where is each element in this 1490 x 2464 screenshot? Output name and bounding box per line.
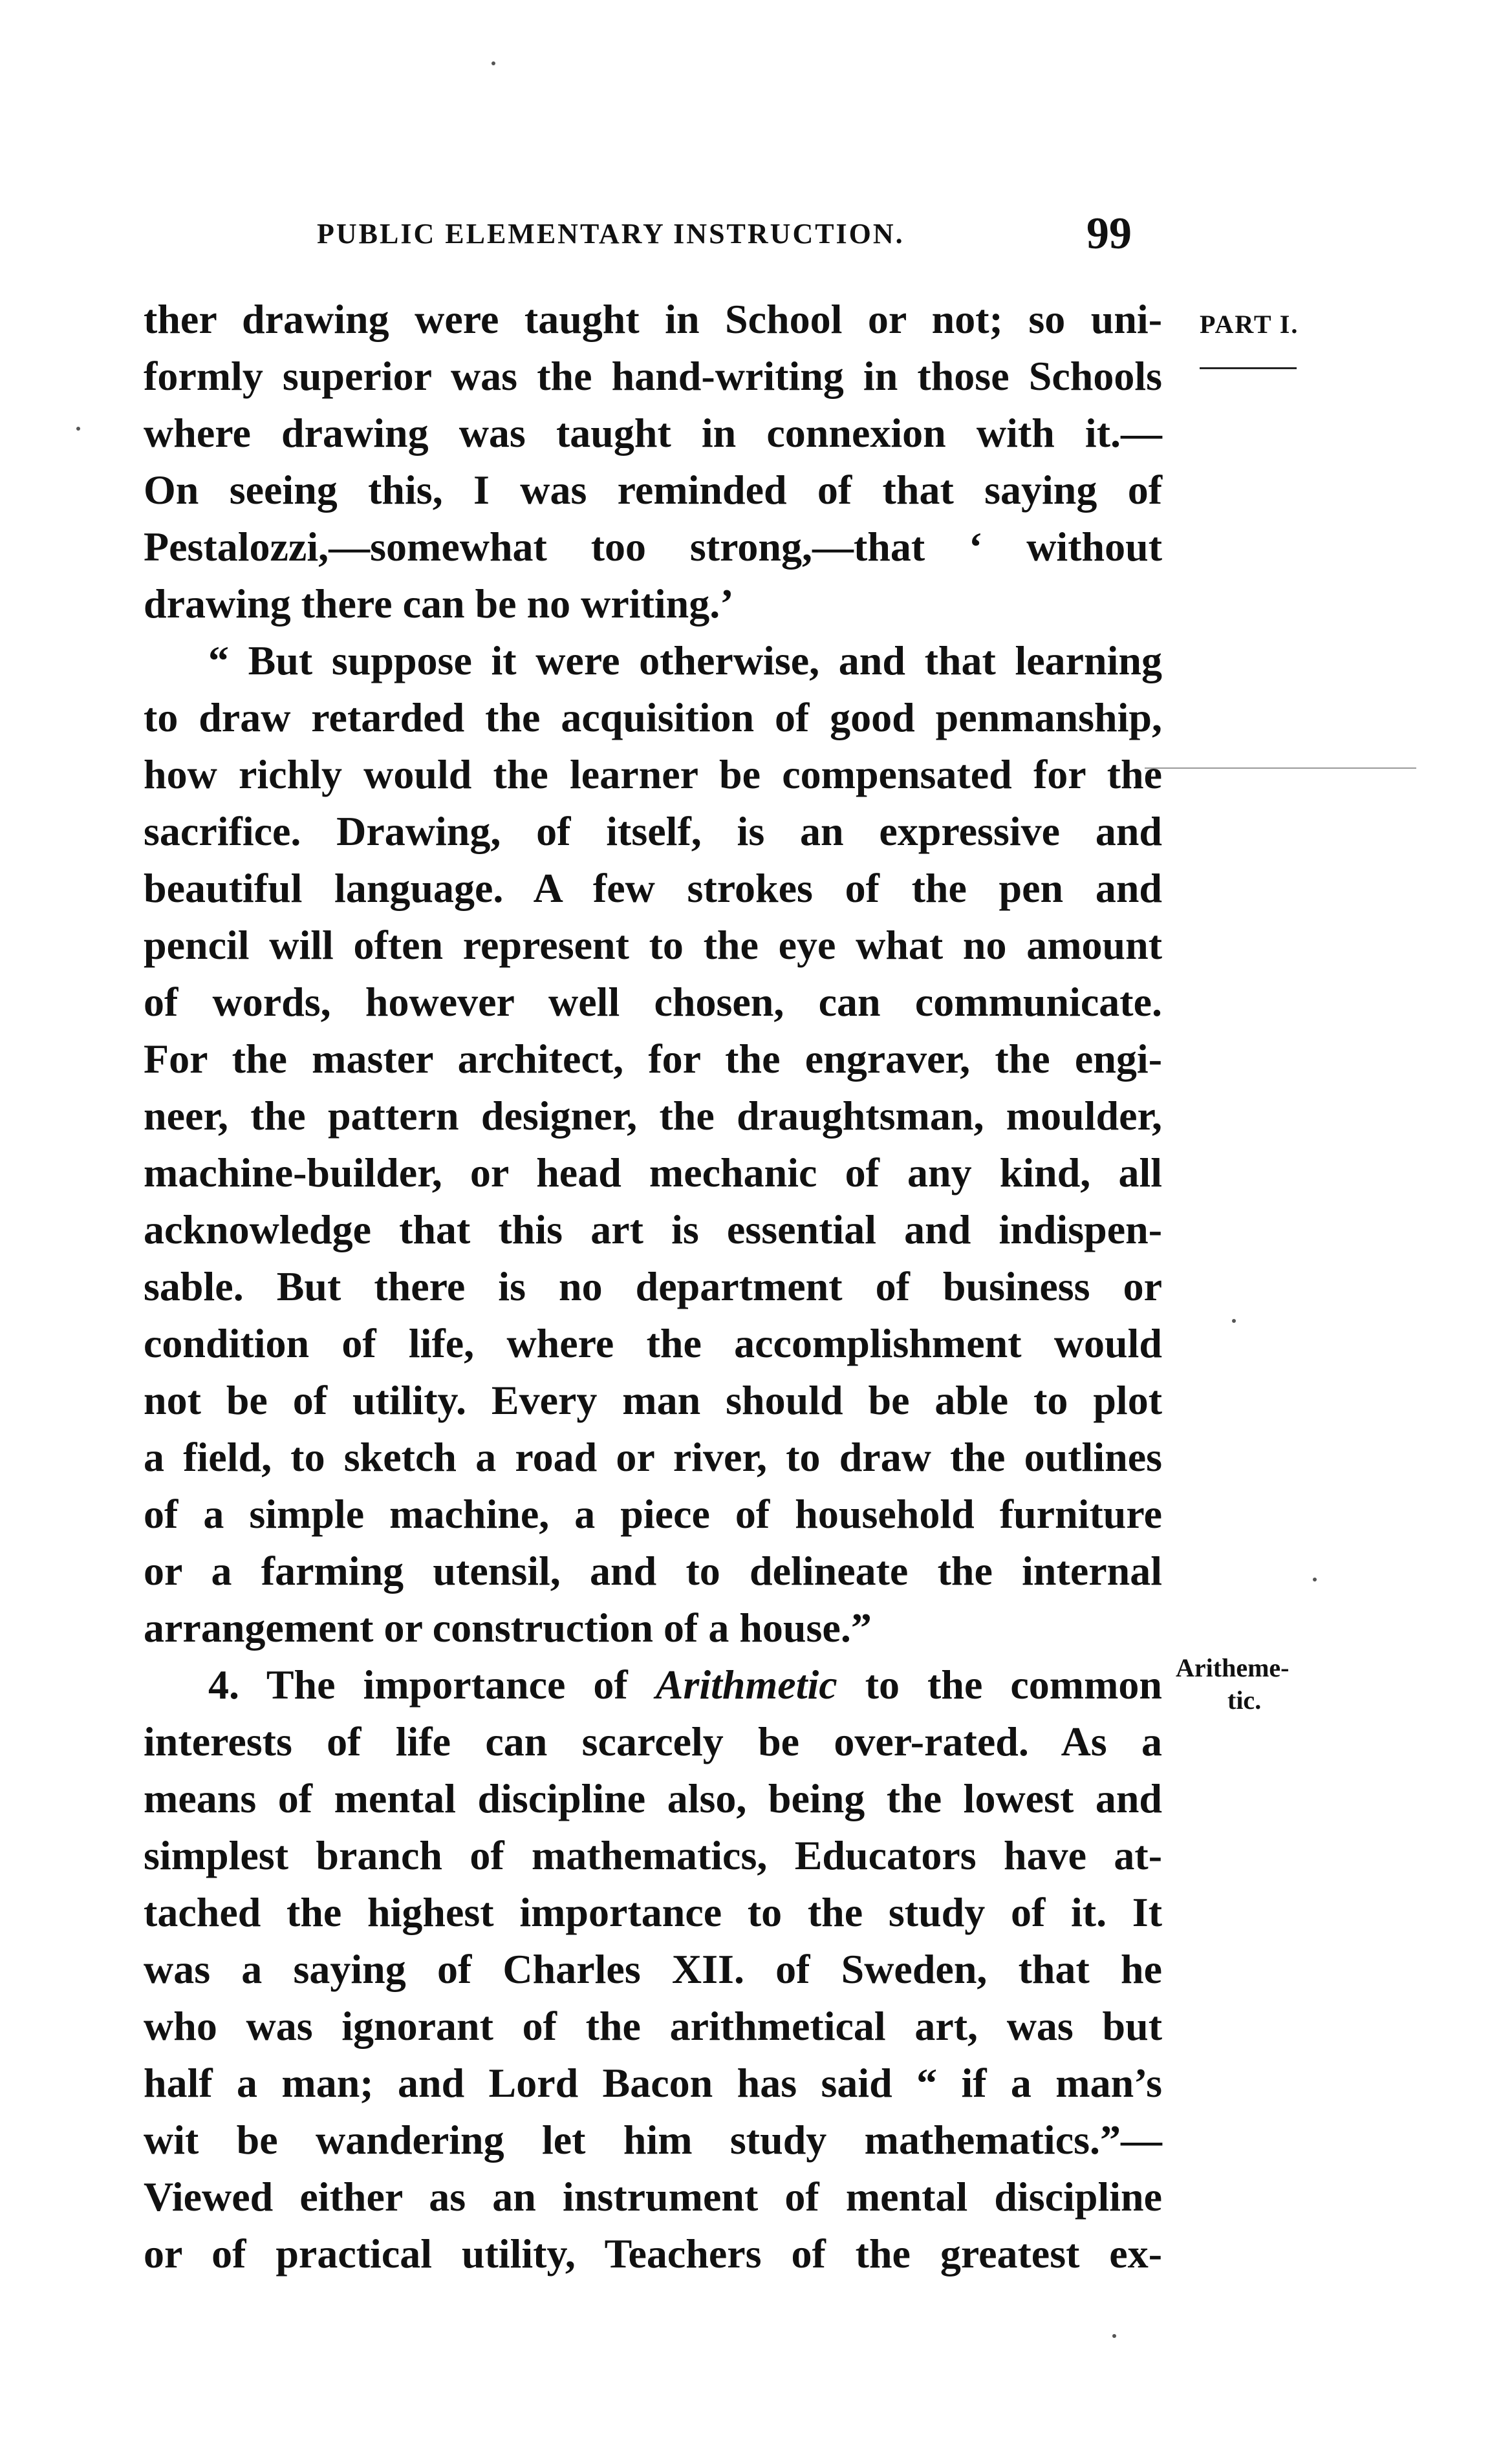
text-line: neer, the pattern designer, the draughtsman, moulder,	[144, 1093, 1162, 1139]
text-line: tached the highest importance to the study of it. It	[144, 1889, 1162, 1935]
margin-part-note: PART I.	[1200, 310, 1299, 339]
text-line: simplest branch of mathematics, Educators have at-	[144, 1832, 1162, 1878]
text-line: ther drawing were taught in School or not; so uni-	[144, 296, 1162, 342]
scan-speck	[1313, 1578, 1317, 1581]
text-line: acknowledge that this art is essential and indispen-	[144, 1206, 1162, 1252]
text-line: drawing there can be no writing.’	[144, 581, 734, 627]
text-line: not be of utility. Every man should be able to plot	[144, 1377, 1162, 1423]
text-line: wit be wandering let him study mathematics.”—	[144, 2117, 1162, 2163]
text-line: pencil will often represent to the eye what no amount	[144, 922, 1162, 968]
page-number: 99	[1086, 209, 1132, 259]
text-line: to draw retarded the acquisition of good penmanship,	[144, 694, 1162, 740]
margin-note-line2: tic.	[1227, 1686, 1262, 1715]
text-line: was a saying of Charles XII. of Sweden, that he	[144, 1946, 1162, 1992]
text-line: or of practical utility, Teachers of the greatest ex-	[144, 2231, 1162, 2277]
text-line: half a man; and Lord Bacon has said “ if a man’s	[144, 2060, 1162, 2106]
text-line: Viewed either as an instrument of mental discipline	[144, 2174, 1162, 2220]
text-line: sacrifice. Drawing, of itself, is an expressive and	[144, 808, 1162, 854]
text-line: interests of life can scarcely be over-rated. As a	[144, 1719, 1162, 1764]
text-line: of a simple machine, a piece of household furniture	[144, 1491, 1162, 1537]
scan-speck	[1232, 1319, 1236, 1323]
text-line: of words, however well chosen, can communicate.	[144, 979, 1162, 1025]
text-line: Pestalozzi,—somewhat too strong,—that ‘ without	[144, 524, 1162, 570]
scan-speck	[1112, 2334, 1116, 2338]
text-line: condition of life, where the accomplishment would	[144, 1320, 1162, 1366]
arith-suffix: to the common	[837, 1662, 1163, 1708]
margin-note-line1: Aritheme-	[1176, 1653, 1290, 1682]
body-text	[144, 291, 1162, 2282]
part-note-rule	[1200, 367, 1297, 369]
scan-speck	[76, 427, 80, 431]
text-line: machine-builder, or head mechanic of any kind, all	[144, 1150, 1162, 1195]
margin-section-note	[1176, 1652, 1289, 1717]
arithmetic-paragraph-start	[144, 1656, 1162, 1713]
running-head	[317, 208, 1132, 266]
text-line: For the master architect, for the engraver, the engi-	[144, 1036, 1162, 1082]
text-line: who was ignorant of the arithmetical art, was but	[144, 2003, 1162, 2049]
text-line: On seeing this, I was reminded of that saying of	[144, 467, 1162, 513]
scan-stray-line	[1145, 767, 1416, 769]
text-line: how richly would the learner be compensated for the	[144, 751, 1162, 797]
text-line: sable. But there is no department of business or	[144, 1263, 1162, 1309]
text-line: beautiful language. A few strokes of the pen and	[144, 865, 1162, 911]
arith-prefix: 4. The importance of	[208, 1662, 656, 1708]
text-line: where drawing was taught in connexion with it.—	[144, 410, 1162, 456]
text-line: formly superior was the hand-writing in those Schools	[144, 353, 1162, 399]
running-title: PUBLIC ELEMENTARY INSTRUCTION.	[317, 218, 905, 250]
text-line: a field, to sketch a road or river, to draw the outlines	[144, 1434, 1162, 1480]
scan-speck	[491, 61, 495, 65]
text-line: “ But suppose it were otherwise, and that learning	[208, 637, 1162, 683]
arithmetic-term: Arithmetic	[655, 1662, 837, 1708]
text-line: or a farming utensil, and to delineate the internal	[144, 1548, 1162, 1594]
text-line: means of mental discipline also, being the lowest and	[144, 1775, 1162, 1821]
text-line: arrangement or construction of a house.”	[144, 1605, 872, 1651]
